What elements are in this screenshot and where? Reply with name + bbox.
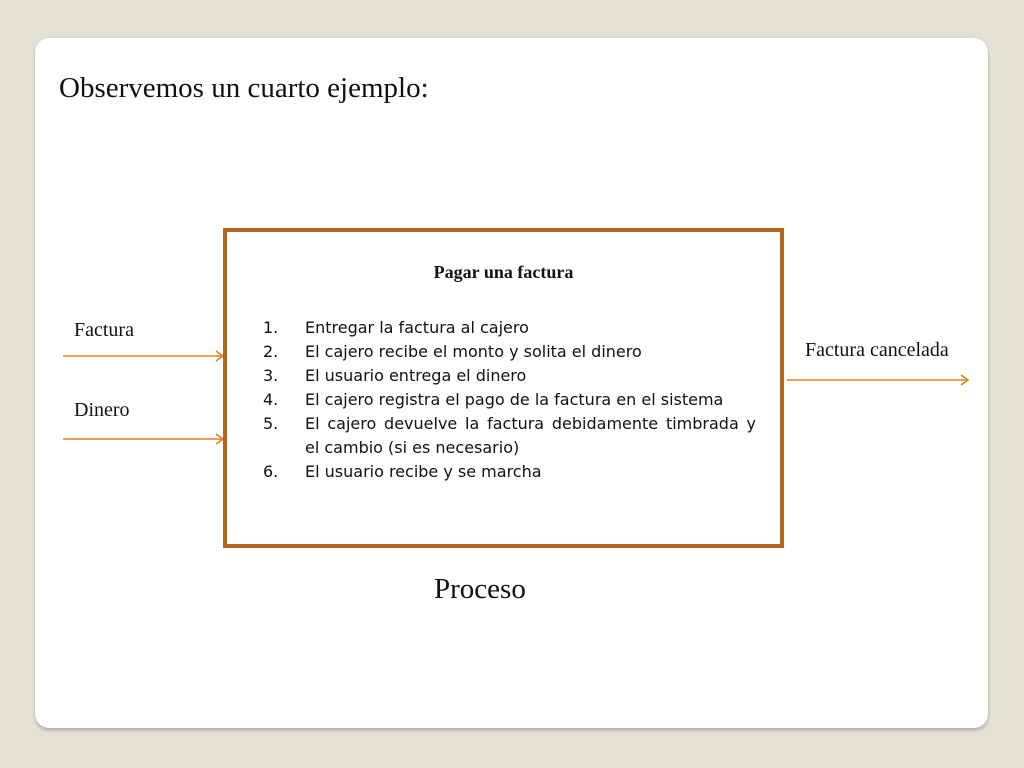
output-arrow-factura-cancelada [787,374,971,386]
step-text: El usuario recibe y se marcha [305,462,542,481]
process-box [223,228,784,548]
process-heading: Pagar una factura [433,262,574,282]
step-number: 3. [263,366,279,385]
process-step [263,316,756,340]
step-text: Entregar la factura al cajero [305,318,529,337]
process-step [263,340,756,364]
input-label-dinero: Dinero [74,399,130,421]
step-number: 6. [263,462,279,481]
process-step [263,388,756,412]
process-step [263,412,756,460]
step-text: El cajero recibe el monto y solita el dinero [305,342,642,361]
process-steps [263,316,756,484]
process-step [263,364,756,388]
input-arrow-factura [63,350,225,362]
step-number: 2. [263,342,279,361]
input-arrow-dinero [63,433,225,445]
step-text: El usuario entrega el dinero [305,366,527,385]
process-step [263,460,756,484]
slide-title: Observemos un cuarto ejemplo: [59,72,429,104]
step-text: El cajero devuelve la factura debidamente timbrada y el cambio (si es necesario) [305,414,756,457]
step-number: 4. [263,390,279,409]
step-text: El cajero registra el pago de la factura en el sistema [305,390,724,409]
step-number: 1. [263,318,279,337]
output-label-factura-cancelada: Factura cancelada [805,339,949,361]
step-number: 5. [263,414,279,433]
input-label-factura: Factura [74,319,134,341]
slide [35,38,988,728]
process-caption: Proceso [434,573,526,605]
